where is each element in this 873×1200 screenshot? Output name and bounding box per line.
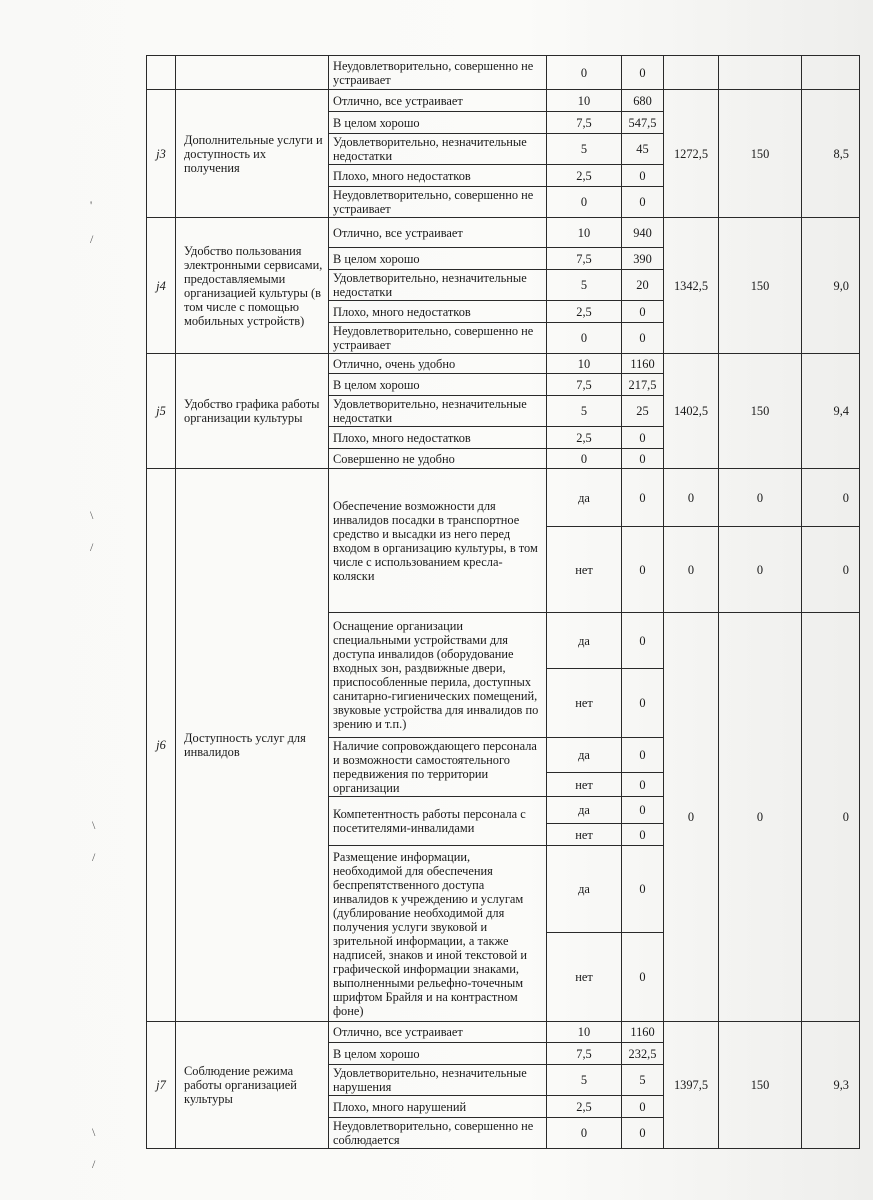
weight-cell: 0 [547, 187, 622, 218]
weight-cell: 7,5 [547, 248, 622, 270]
option-text: В целом хорошо [329, 374, 547, 396]
criterion-code: j4 [147, 218, 176, 354]
table-row [147, 354, 860, 374]
weight-cell: 2,5 [547, 1096, 622, 1118]
weight-cell: 7,5 [547, 112, 622, 134]
option-text: Удовлетворительно, незначительные нарушения [329, 1065, 547, 1096]
sum-cell: 0 [664, 469, 719, 527]
count-cell: 0 [622, 1096, 664, 1118]
weight-cell: 5 [547, 270, 622, 301]
count-cell: 5 [622, 1065, 664, 1096]
count-cell: 0 [622, 323, 664, 354]
count-cell: 940 [622, 218, 664, 248]
result-cell: 9,4 [802, 354, 860, 469]
scan-mark: ' [90, 198, 93, 212]
option-text: В целом хорошо [329, 112, 547, 134]
criterion-code [147, 56, 176, 90]
result-cell: 9,3 [802, 1022, 860, 1149]
answer-cell: нет [547, 933, 622, 1022]
weight-cell: 0 [547, 449, 622, 469]
option-text: Отлично, все устраивает [329, 218, 547, 248]
scan-mark: \ [90, 508, 94, 522]
option-text: В целом хорошо [329, 1043, 547, 1065]
table-row [147, 1022, 860, 1043]
count-cell: 25 [622, 396, 664, 427]
count-cell: 0 [622, 469, 664, 527]
sum-cell [664, 56, 719, 90]
count-cell: 0 [622, 527, 664, 613]
answer-cell: да [547, 738, 622, 773]
total-cell: 150 [719, 90, 802, 218]
weight-cell: 7,5 [547, 1043, 622, 1065]
sum-cell: 1272,5 [664, 90, 719, 218]
question-text: Обеспечение возможности для инвалидов посадки в транспортное средство и высадки из него перед входом в организацию культуры, в том числе с использованием кресла-коляски [329, 469, 547, 613]
criterion-name: Соблюдение режима работы организацией культуры [176, 1022, 329, 1149]
count-cell: 0 [622, 738, 664, 773]
count-cell: 0 [622, 846, 664, 933]
criterion-code: j6 [147, 469, 176, 1022]
answer-cell: да [547, 469, 622, 527]
table-row [147, 90, 860, 112]
count-cell: 1160 [622, 1022, 664, 1043]
criterion-name: Удобство графика работы организации культуры [176, 354, 329, 469]
count-cell: 0 [622, 187, 664, 218]
weight-cell: 10 [547, 354, 622, 374]
result-cell [802, 56, 860, 90]
scan-mark: / [90, 540, 94, 554]
weight-cell: 2,5 [547, 427, 622, 449]
answer-cell: да [547, 613, 622, 669]
count-cell: 45 [622, 134, 664, 165]
count-cell: 0 [622, 613, 664, 669]
criterion-name: Доступность услуг для инвалидов [176, 469, 329, 1022]
answer-cell: нет [547, 824, 622, 846]
rating-table [146, 55, 860, 1149]
option-text: Плохо, много недостатков [329, 301, 547, 323]
answer-cell: да [547, 797, 622, 824]
table-row [147, 218, 860, 248]
sum-cell: 1342,5 [664, 218, 719, 354]
option-text: Плохо, много нарушений [329, 1096, 547, 1118]
count-cell: 0 [622, 427, 664, 449]
count-cell: 0 [622, 824, 664, 846]
weight-cell: 0 [547, 323, 622, 354]
total-cell: 0 [719, 613, 802, 1022]
weight-cell: 0 [547, 56, 622, 90]
answer-cell: да [547, 846, 622, 933]
scan-mark: / [92, 1157, 96, 1171]
result-cell: 9,0 [802, 218, 860, 354]
count-cell: 0 [622, 669, 664, 738]
weight-cell: 10 [547, 218, 622, 248]
count-cell: 0 [622, 797, 664, 824]
answer-cell: нет [547, 669, 622, 738]
table-row [147, 469, 860, 527]
criterion-name [176, 56, 329, 90]
option-text: Удовлетворительно, незначительные недостатки [329, 134, 547, 165]
result-cell: 0 [802, 613, 860, 1022]
result-cell: 0 [802, 527, 860, 613]
count-cell: 0 [622, 165, 664, 187]
criterion-code: j5 [147, 354, 176, 469]
weight-cell: 5 [547, 134, 622, 165]
question-text: Компетентность работы персонала с посетителями-инвалидами [329, 797, 547, 846]
table-row [147, 56, 860, 90]
result-cell: 0 [802, 469, 860, 527]
count-cell: 0 [622, 933, 664, 1022]
option-text: Неудовлетворительно, совершенно не устраивает [329, 323, 547, 354]
question-text: Размещение информации, необходимой для обеспечения беспрепятственного доступа инвалидов к учреждению и услугам (дублирование необходимой для получения услуги звуковой и зрительной информации, а также надписей, знаков и иной текстовой и графической информации знаками, выполненными рельефно-точечным шрифтом Брайля и на контрастном фоне) [329, 846, 547, 1022]
option-text: Неудовлетворительно, совершенно не соблюдается [329, 1118, 547, 1149]
count-cell: 0 [622, 773, 664, 797]
weight-cell: 10 [547, 1022, 622, 1043]
weight-cell: 0 [547, 1118, 622, 1149]
option-text: Отлично, очень удобно [329, 354, 547, 374]
count-cell: 680 [622, 90, 664, 112]
criterion-code: j7 [147, 1022, 176, 1149]
total-cell: 0 [719, 527, 802, 613]
count-cell: 0 [622, 1118, 664, 1149]
scan-mark: / [90, 232, 94, 246]
sum-cell: 0 [664, 613, 719, 1022]
option-text: Удовлетворительно, незначительные недостатки [329, 396, 547, 427]
count-cell: 1160 [622, 354, 664, 374]
answer-cell: нет [547, 527, 622, 613]
criterion-name: Удобство пользования электронными сервисами, предоставляемыми организацией культуры (в том числе с помощью мобильных устройств) [176, 218, 329, 354]
sum-cell: 0 [664, 527, 719, 613]
option-text: Плохо, много недостатков [329, 427, 547, 449]
question-text: Наличие сопровождающего персонала и возможности самостоятельного передвижения по территории организации [329, 738, 547, 797]
option-text: Отлично, все устраивает [329, 90, 547, 112]
option-text: Плохо, много недостатков [329, 165, 547, 187]
sum-cell: 1397,5 [664, 1022, 719, 1149]
total-cell: 150 [719, 218, 802, 354]
scan-mark: \ [92, 818, 96, 832]
count-cell: 0 [622, 449, 664, 469]
table-body [147, 56, 860, 1149]
count-cell: 217,5 [622, 374, 664, 396]
weight-cell: 2,5 [547, 165, 622, 187]
weight-cell: 2,5 [547, 301, 622, 323]
option-text: Отлично, все устраивает [329, 1022, 547, 1043]
criterion-name: Дополнительные услуги и доступность их получения [176, 90, 329, 218]
count-cell: 390 [622, 248, 664, 270]
weight-cell: 5 [547, 396, 622, 427]
weight-cell: 7,5 [547, 374, 622, 396]
count-cell: 0 [622, 56, 664, 90]
answer-cell: нет [547, 773, 622, 797]
scan-mark: / [92, 850, 96, 864]
weight-cell: 5 [547, 1065, 622, 1096]
total-cell: 150 [719, 1022, 802, 1149]
question-text: Оснащение организации специальными устройствами для доступа инвалидов (оборудование входных зон, раздвижные двери, приспособленные перила, доступных санитарно-гигиенических помещений, звуковые устройства для инвалидов по зрению и т.п.) [329, 613, 547, 738]
weight-cell: 10 [547, 90, 622, 112]
option-text: Неудовлетворительно, совершенно не устраивает [329, 187, 547, 218]
total-cell: 150 [719, 354, 802, 469]
count-cell: 0 [622, 301, 664, 323]
total-cell: 0 [719, 469, 802, 527]
option-text: Неудовлетворительно, совершенно не устраивает [329, 56, 547, 90]
result-cell: 8,5 [802, 90, 860, 218]
count-cell: 20 [622, 270, 664, 301]
option-text: В целом хорошо [329, 248, 547, 270]
option-text: Удовлетворительно, незначительные недостатки [329, 270, 547, 301]
sum-cell: 1402,5 [664, 354, 719, 469]
count-cell: 547,5 [622, 112, 664, 134]
criterion-code: j3 [147, 90, 176, 218]
total-cell [719, 56, 802, 90]
scan-mark: \ [92, 1125, 96, 1139]
count-cell: 232,5 [622, 1043, 664, 1065]
option-text: Совершенно не удобно [329, 449, 547, 469]
